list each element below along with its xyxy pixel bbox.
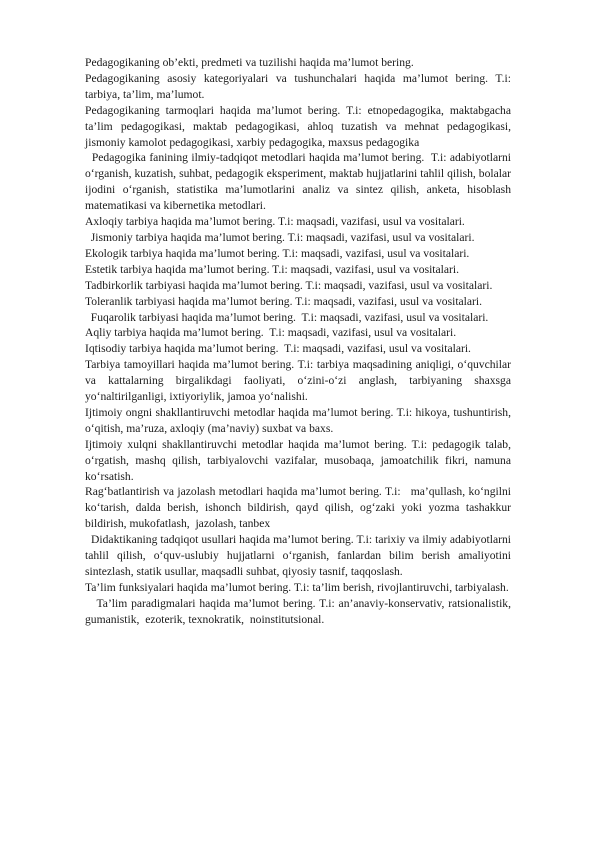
paragraph-upbringing-principles: Tarbiya tamoyillari haqida ma’lumot bering. T.i: tarbiya maqsadining aniqligi, o‘quvchilar va kattalarning birgalikdagi faoliyati, o‘zini-o‘zi anglash, tarbiyaning shaxsga yo‘naltirilganligi, ixtiyoriylik, jamoa yo‘nalishi. — [85, 358, 514, 404]
paragraph-reward-punishment-methods: Rag‘batlantirish va jazolash metodlari haqida ma’lumot bering. T.i: ma’qullash, ko‘ngilni ko‘tarish, dalda berish, ishonch bildirish, qayd qilish, og‘zaki yoki yozma tashakkur bildirish, mukofatlash, jazolash, tanbex — [85, 485, 514, 531]
paragraph-object-subject: Pedagogikaning ob’ekti, predmeti va tuzilishi haqida ma’lumot bering. — [85, 56, 414, 69]
paragraph-tolerance-education: Toleranlik tarbiyasi haqida ma’lumot bering. T.i: maqsadi, vazifasi, usul va vositalari. — [85, 294, 483, 308]
paragraph-education-paradigms: Ta’lim paradigmalari haqida ma’lumot bering. T.i: an’anaviy-konservativ, ratsionalistik, gumanistik, ezoterik, texnokratik, noinstitutsional. — [85, 596, 517, 626]
paragraph-physical-education: Jismoniy tarbiya haqida ma’lumot bering. T.i: maqsadi, vazifasi, usul va vositalari. — [85, 230, 475, 244]
paragraph-mental-education: Aqliy tarbiya haqida ma’lumot bering. T.i: maqsadi, vazifasi, usul va vositalari. — [85, 326, 457, 340]
paragraph-moral-education: Axloqiy tarbiya haqida ma’lumot bering. T.i: maqsadi, vazifasi, usul va vositalari. — [85, 215, 465, 229]
paragraph-branches: Pedagogikaning tarmoqlari haqida ma’lumot bering. T.i: etnopedagogika, maktabgacha ta’lim pedagogikasi, maktab pedagogikasi, ahloq tuzatish va mehnat pedagogikasi, jismoniy kamolot pedagogikasi, xarbiy pedagogika, maxsus pedagogika — [85, 103, 514, 149]
paragraph-research-methods: Pedagogika fanining ilmiy-tadqiqot metodlari haqida ma’lumot bering. T.i: adabiyotlarni o‘rganish, kuzatish, suhbat, pedagogik eksperiment, maktab hujjatlarini tahlil qilish, bolalar ijodini o‘rganish, statistika ma’lumotlarini analiz va sintez qilish, anketa, hisoblash matematikasi va kibernetika metodlari. — [85, 151, 514, 213]
document-page — [85, 55, 517, 628]
paragraph-civic-education: Fuqarolik tarbiyasi haqida ma’lumot bering. T.i: maqsadi, vazifasi, usul va vositalari. — [85, 310, 489, 324]
paragraph-economic-education: Iqtisodiy tarbiya haqida ma’lumot bering. T.i: maqsadi, vazifasi, usul va vositalari. — [85, 342, 471, 356]
paragraph-aesthetic-education: Estetik tarbiya haqida ma’lumot bering. T.i: maqsadi, vazifasi, usul va vositalari. — [85, 262, 460, 276]
paragraph-ecological-education: Ekologik tarbiya haqida ma’lumot bering. T.i: maqsadi, vazifasi, usul va vositalari. — [85, 246, 470, 260]
paragraph-didactics-research-methods: Didaktikaning tadqiqot usullari haqida ma’lumot bering. T.i: tarixiy va ilmiy adabiyotlarni tahlil qilish, o‘quv-uslubiy hujjatlarni o‘rganish, fanlardan bilim berish amaliyotini sintezlash, statik usullar, maqsadli suhbat, qiyosiy tasnif, taqqoslash. — [85, 533, 514, 578]
paragraph-social-consciousness-methods: Ijtimoiy ongni shakllantiruvchi metodlar haqida ma’lumot bering. T.i: hikoya, tushuntirish, o‘qitish, ma’ruza, axloqiy (ma’naviy) suxbat va baxs. — [85, 405, 514, 435]
paragraph-education-functions: Ta’lim funksiyalari haqida ma’lumot bering. T.i: ta’lim berish, rivojlantiruvchi, tarbiyalash. — [85, 580, 509, 594]
paragraph-entrepreneurship-education: Tadbirkorlik tarbiyasi haqida ma’lumot bering. T.i: maqsadi, vazifasi, usul va vositalari. — [85, 278, 493, 292]
paragraph-basic-categories: Pedagogikaning asosiy kategoriyalari va tushunchalari haqida ma’lumot bering. T.i: tarbiya, ta’lim, ma’lumot. — [85, 71, 514, 101]
paragraph-social-behavior-methods: Ijtimoiy xulqni shakllantiruvchi metodlar haqida ma’lumot bering. T.i: pedagogik talab, o‘rgatish, mashq qilish, tarbiyalovchi vazifalar, musobaqa, jamoatchilik fikri, namuna ko‘rsatish. — [85, 437, 514, 483]
